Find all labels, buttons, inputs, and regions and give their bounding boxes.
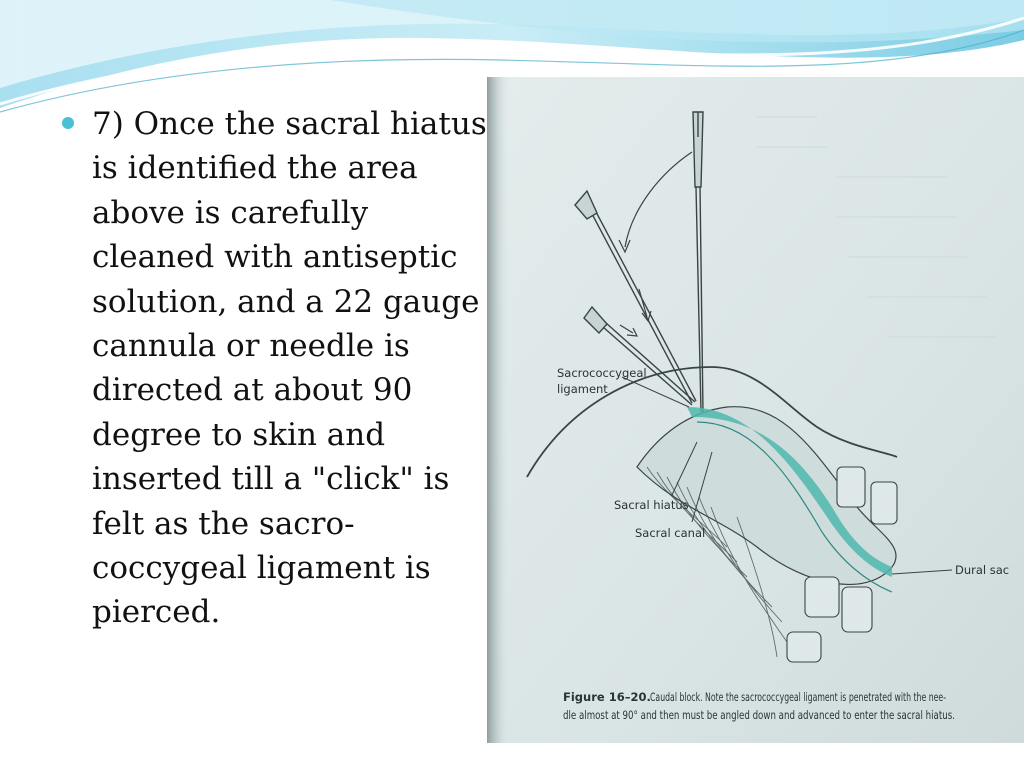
- label-ligament: ligament: [557, 382, 608, 396]
- label-sacral-canal: Sacral canal: [635, 526, 706, 540]
- bullet-dot-icon: [62, 117, 74, 129]
- caption-line-2: dle almost at 90° and then must be angled down and advanced to enter the sacral hiatus.: [563, 708, 955, 722]
- label-sacral-hiatus: Sacral hiatus: [614, 498, 689, 512]
- caption-figure-number: Figure 16–20.: [563, 690, 651, 704]
- bullet-text: 7) Once the sacral hiatus is identified the area above is carefully cleaned with antiseptic solution, and a 22 gauge cannula or needle is directed at about 90 degree to skin and inserted till a "click" is felt as the sacro- coccygeal ligament is pierced.: [92, 106, 487, 631]
- label-sacrococcygeal: Sacrococcygeal: [557, 366, 647, 380]
- label-dural-sac: Dural sac: [955, 563, 1010, 577]
- caudal-block-illustration: [487, 77, 1024, 743]
- figure-photo: [487, 77, 1024, 743]
- caption-line-1: Caudal block. Note the sacrococcygeal ligament is penetrated with the nee-: [650, 690, 946, 704]
